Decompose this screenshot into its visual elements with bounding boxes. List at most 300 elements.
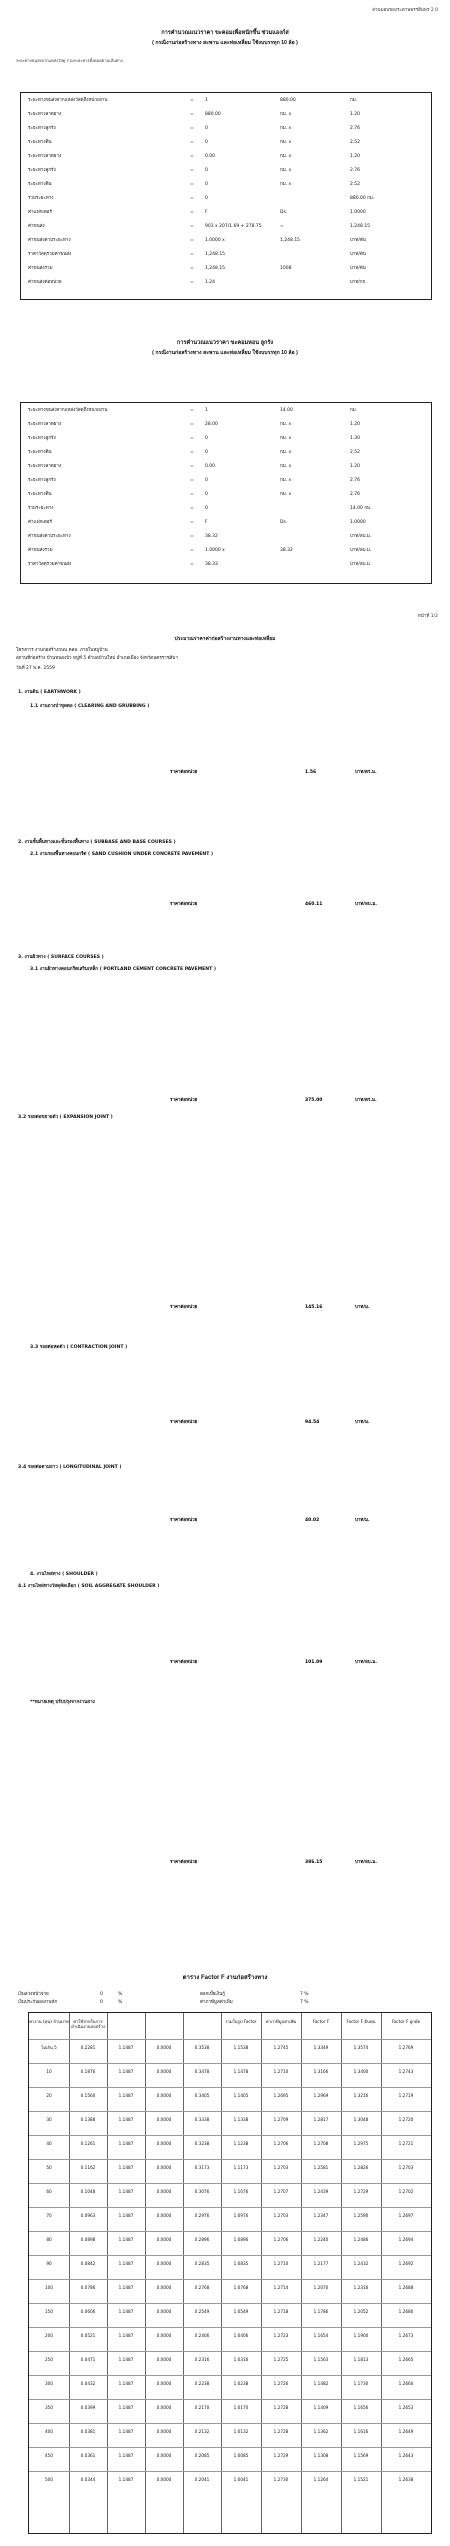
calc2-subtitle: ( กรณีงานก่อสร้างทาง สะพาน และท่อเหลี่ยม ใช้งบบรรทุก 10 ล้อ )	[152, 350, 298, 356]
calc1-cell: ค่าขนส่งรวม	[28, 266, 53, 271]
factor-cell: 1.1487	[118, 2093, 134, 2098]
calc1-cell: =	[190, 112, 194, 117]
factor-cell: 1.0549	[233, 2309, 249, 2314]
doc-section-title: 4.1 งานไหล่ทางวัสดุคัดเลือก ( SOIL AGGREGATE SHOULDER )	[18, 1584, 160, 1589]
factor-cell: 0.0000	[156, 2237, 172, 2242]
factor-cell: 1.2439	[313, 2189, 329, 2194]
factor-cell: 1.2665	[398, 2357, 414, 2362]
calc1-cell: ค่าขนส่ง	[28, 224, 45, 229]
calc1-cell: 880.00	[280, 98, 296, 103]
calc1-cell: ค่าขนส่งตามระยะทาง	[28, 238, 71, 243]
factor-row	[29, 2399, 431, 2414]
factor-cell: 1.2695	[273, 2093, 289, 2098]
factor-cell: 1.1405	[233, 2093, 249, 2098]
calc1-cell: บาท/ตัน	[350, 266, 366, 271]
doc-total-cell: 460.11	[305, 902, 323, 907]
factor-cell: 1.1487	[118, 2477, 134, 2482]
factor-cell: 1.2975	[353, 2141, 369, 2146]
factor-cell: 1.1362	[313, 2429, 329, 2434]
factor-row	[29, 2351, 431, 2366]
doc-total-cell: บาท/ลบ.ม.	[355, 1860, 377, 1865]
factor-cell: 1.1487	[118, 2117, 134, 2122]
factor-cell: 1.3048	[353, 2117, 369, 2122]
factor-row	[29, 2135, 431, 2150]
calc1-cell: 2.76	[350, 168, 361, 173]
factor-cell: 1.2697	[398, 2213, 414, 2218]
doc-total-cell: ราคาต่อหน่วย	[170, 1518, 198, 1523]
doc-section-title: 2.1 งานรองพื้นทางคอนกรีต ( SAND CUSHION UNDER CONCRETE PAVEMENT )	[30, 852, 214, 857]
factor-cell: 1.2703	[273, 2213, 289, 2218]
factor-row	[29, 2183, 431, 2198]
calc2-cell: =	[190, 422, 194, 427]
factor-cell: 1.1654	[313, 2333, 329, 2338]
factor-row	[29, 2447, 431, 2462]
factor-meta-cell: %	[118, 1992, 123, 1997]
calc2-cell: กม. x	[280, 422, 292, 427]
factor-cell: 40	[46, 2141, 52, 2146]
factor-cell: 20	[46, 2093, 52, 2098]
calc2-cell: ค่าแฟกเตอร์	[28, 520, 52, 525]
factor-cell: 1.2581	[313, 2165, 329, 2170]
calc1-cell: กม. x	[280, 154, 292, 159]
calc2-cell: Ds.	[280, 520, 288, 525]
factor-cell: 1.1308	[313, 2453, 329, 2458]
factor-cell: 1.1338	[233, 2117, 249, 2122]
calc1-cell: =	[190, 266, 194, 271]
calc2-cell: ค่าขนส่งตามระยะทาง	[28, 534, 71, 539]
factor-cell: 1.3400	[353, 2069, 369, 2074]
factor-cell: 0.0000	[156, 2165, 172, 2170]
calc2-cell: กม. x	[280, 450, 292, 455]
calc2-cell: กม.	[350, 408, 358, 413]
calc1-cell: 1.0000 x	[205, 238, 225, 243]
calc1-cell: 1.0000	[350, 210, 366, 215]
factor-cell: 0.0361	[80, 2453, 96, 2458]
calc1-cell: ระยะทางลาดยาง	[28, 154, 62, 159]
calc2-cell: 2.76	[350, 492, 361, 497]
factor-cell: 1.1487	[118, 2069, 134, 2074]
factor-cell: 150	[45, 2309, 53, 2314]
doc-total-cell: ราคาต่อหน่วย	[170, 1098, 198, 1103]
doc-location: สถานที่ก่อสร้าง บ้านหนองบัว หมู่ที่ 5 ตำบลบ้านใหม่ อำเภอเมือง จังหวัดนครราชสีมา	[16, 656, 178, 661]
factor-cell: 0.2549	[194, 2309, 210, 2314]
doc-total-cell: ราคาต่อหน่วย	[170, 1660, 198, 1665]
doc-total-cell: ราคาต่อหน่วย	[170, 1860, 198, 1865]
calc2-title: การคำนวณแนวราคา ขะคอมหอน ลูกรัง	[176, 340, 274, 346]
factor-cell: 1.2702	[398, 2189, 414, 2194]
calc2-cell: 0	[205, 506, 208, 511]
calc1-cell: 2.52	[350, 182, 361, 187]
calc2-cell: 0.00	[205, 464, 216, 469]
factor-cell: 0.0381	[80, 2429, 96, 2434]
doc-total-cell: บาท/ตร.ม.	[355, 1098, 377, 1103]
calc1-cell: =	[190, 196, 194, 201]
doc-section-title: 4. งานไหล่ทาง ( SHOULDER )	[30, 1572, 98, 1577]
factor-cell: 1.1487	[118, 2357, 134, 2362]
factor-cell: 1.2817	[313, 2117, 329, 2122]
doc-heading: ประมาณราคาค่าก่อสร้างงานทางและท่อเหลี่ยม	[174, 636, 276, 642]
calc1-subtitle: ( กรณีงานก่อสร้างทาง สะพาน และท่อเหลี่ยม ใช้งบบรรทุก 10 ล้อ )	[152, 40, 298, 46]
factor-cell: 0.2085	[194, 2453, 210, 2458]
calc2-cell: กม. x	[280, 478, 292, 483]
calc2-cell: 0	[205, 492, 208, 497]
factor-row	[29, 2375, 431, 2390]
calc2-cell: บาท/ลบ.ม.	[350, 562, 372, 567]
calc1-cell: 1.24	[205, 280, 216, 285]
factor-cell: 1.0406	[233, 2333, 249, 2338]
factor-cell: 1.1487	[118, 2333, 134, 2338]
calc1-cell: 903 x 207/1.69 + 278.75	[205, 224, 262, 229]
factor-cell: 0.3076	[194, 2189, 210, 2194]
calc1-cell: ระยะทางลาดยาง	[28, 112, 62, 117]
factor-cell: 1.1409	[313, 2405, 329, 2410]
factor-cell: 0.0000	[156, 2429, 172, 2434]
factor-cell: 1.2721	[398, 2141, 414, 2146]
calc1-cell: รวมระยะทาง	[28, 196, 54, 201]
factor-cell: 100	[45, 2285, 53, 2290]
factor-cell: 200	[45, 2333, 53, 2338]
doc-section-title: 3.3 รอยต่อหดตัว ( CONTRACTION JOINT )	[30, 1345, 128, 1350]
calc1-cell: 1,248.15	[280, 238, 301, 243]
factor-row	[29, 2111, 431, 2126]
factor-meta-cell: 7 %	[300, 2000, 309, 2005]
factor-cell: 0.1261	[80, 2141, 96, 2146]
calc2-cell: =	[190, 506, 194, 511]
calc1-cell: บาท/ตัน	[350, 252, 366, 257]
factor-cell: 1.0976	[233, 2213, 249, 2218]
calc2-cell: =	[190, 492, 194, 497]
doc-date: วันที่ 27 พ.ค. 2559	[16, 666, 55, 671]
factor-cell: 0.0344	[80, 2477, 96, 2482]
calc1-cell: =	[190, 210, 194, 215]
calc1-cell: =	[190, 154, 194, 159]
factor-cell: 0.2041	[194, 2477, 210, 2482]
calc1-cell: =	[190, 182, 194, 187]
factor-cell: 70	[46, 2213, 52, 2218]
factor-cell: 1.2729	[353, 2189, 369, 2194]
factor-cell: 0.3538	[194, 2045, 210, 2050]
factor-cell: 1.2070	[313, 2285, 329, 2290]
factor-cell: 1.2969	[313, 2093, 329, 2098]
factor-cell: 1.2643	[398, 2453, 414, 2458]
calc2-cell: =	[190, 450, 194, 455]
factor-cell: 0.0000	[156, 2213, 172, 2218]
calc2-cell: ค่าขนส่งรวม	[28, 548, 53, 553]
calc2-cell: 14.00 กม.	[350, 506, 372, 511]
factor-cell: 1.2719	[398, 2093, 414, 2098]
calc1-cell: บาท/กก.	[350, 280, 367, 285]
factor-cell: 0.1048	[80, 2189, 96, 2194]
factor-header-cell: ค่าภาษีมูลค่าเพิ่ม	[265, 2019, 297, 2024]
factor-cell: 1.1478	[233, 2069, 249, 2074]
factor-cell: 1.2706	[273, 2237, 289, 2242]
doc-total-cell: ราคาต่อหน่วย	[170, 1420, 198, 1425]
factor-cell: 1.1538	[233, 2045, 249, 2050]
doc-total-cell: 40.02	[305, 1518, 320, 1523]
factor-header-cell: Factor F ผูกมัด	[391, 2019, 421, 2024]
factor-header-cell: รวมในรูป Factor	[225, 2019, 257, 2024]
calc2-cell: ระยะทางดิน	[28, 492, 52, 497]
calc2-cell: =	[190, 408, 194, 413]
calc2-cell: 1.20	[350, 422, 361, 427]
doc-total-cell: บาท/ม.	[355, 1420, 370, 1425]
factor-cell: 0.0842	[80, 2261, 96, 2266]
calc1-cell: ราคาวัสดุรวมค่าขนส่ง	[28, 252, 72, 257]
factor-cell: 1.1482	[313, 2381, 329, 2386]
factor-cell: 1.2714	[273, 2285, 289, 2290]
factor-cell: 1.2052	[353, 2309, 369, 2314]
calc2-cell: ระยะทางลาดยาง	[28, 422, 62, 427]
calc1-cell: 1.20	[350, 154, 361, 159]
calc2-cell: 2.52	[350, 450, 361, 455]
factor-cell: 1.1487	[118, 2453, 134, 2458]
factor-cell: 1.0835	[233, 2261, 249, 2266]
factor-cell: 1.1521	[353, 2477, 369, 2482]
factor-cell: 1.2347	[313, 2213, 329, 2218]
factor-cell: 1.2680	[398, 2309, 414, 2314]
factor-cell: 0.0000	[156, 2117, 172, 2122]
doc-total-cell: 145.16	[305, 1305, 323, 1310]
calc2-cell: =	[190, 520, 194, 525]
doc-section-title: 3.2 รอยต่อขยายตัว ( EXPANSION JOINT )	[18, 1115, 113, 1120]
factor-table-header	[29, 2013, 431, 2040]
calc1-cell: ระยะทางลูกรัง	[28, 168, 56, 173]
calc1-cell: 1	[205, 98, 208, 103]
factor-cell: 0.2281	[80, 2045, 96, 2050]
factor-cell: 0.0000	[156, 2141, 172, 2146]
factor-cell: 0.2132	[194, 2429, 210, 2434]
factor-cell: 1.1076	[233, 2189, 249, 2194]
factor-cell: 1.2729	[273, 2453, 289, 2458]
calc1-title: การคำนวณแนวราคา ขะคอมเพื่อหนักขึ้น ซ่วมแองก์ส	[161, 30, 289, 36]
factor-cell: 1.1487	[118, 2429, 134, 2434]
factor-cell: 0.0000	[156, 2285, 172, 2290]
calc2-cell: 38.32	[205, 534, 218, 539]
factor-cell: 400	[45, 2429, 53, 2434]
factor-cell: 1.2694	[398, 2237, 414, 2242]
factor-header-cell: ค่างาน (ทุน) ล้านบาท	[29, 2019, 69, 2024]
factor-cell: 60	[46, 2189, 52, 2194]
factor-cell: 1.0170	[233, 2405, 249, 2410]
factor-cell: 250	[45, 2357, 53, 2362]
factor-cell: 1.2486	[353, 2237, 369, 2242]
calc2-cell: รวมระยะทาง	[28, 506, 54, 511]
factor-cell: 1.2710	[273, 2261, 289, 2266]
calc2-cell: ระยะทางลูกรัง	[28, 478, 56, 483]
factor-cell: 1.1487	[118, 2237, 134, 2242]
factor-cell: 1.1786	[313, 2309, 329, 2314]
factor-cell: 1.1656	[353, 2405, 369, 2410]
calc2-cell: 0	[205, 450, 208, 455]
doc-total-cell: ราคาต่อหน่วย	[170, 1305, 198, 1310]
factor-header-cell: ค่าใช้จ่ายในการดำเนินงานก่อสร้าง	[71, 2019, 105, 2030]
factor-cell: 1.1730	[353, 2381, 369, 2386]
calc2-cell: =	[190, 548, 194, 553]
calc2-cell: 1.0000	[350, 520, 366, 525]
factor-cell: 0.3478	[194, 2069, 210, 2074]
doc-total-cell: 94.54	[305, 1420, 320, 1425]
calc2-cell: ระยะทางดิน	[28, 450, 52, 455]
calc2-cell: 1.20	[350, 464, 361, 469]
factor-cell: 1.2826	[353, 2165, 369, 2170]
factor-cell: 0.1162	[80, 2165, 96, 2170]
calc1-cell: =	[190, 224, 194, 229]
calc1-cell: กม.	[350, 98, 358, 103]
calc1-cell: 1008	[280, 266, 292, 271]
calc1-cell: =	[280, 224, 284, 229]
calc1-cell: 1.20	[350, 112, 361, 117]
doc-total-cell: บาท/ม.	[355, 1518, 370, 1523]
factor-cell: 1.2726	[273, 2381, 289, 2386]
factor-cell: 1.0132	[233, 2429, 249, 2434]
calc1-cell: ค่าแฟกเตอร์	[28, 210, 52, 215]
top-note: ส่วนมอบของระดาษพรรดิมพร 2.0	[372, 8, 438, 13]
calc1-cell: 0	[205, 126, 208, 131]
factor-cell: 1.0316	[233, 2357, 249, 2362]
factor-cell: 1.2653	[398, 2405, 414, 2410]
calc2-cell: 1.30	[350, 436, 361, 441]
calc1-cell: =	[190, 238, 194, 243]
calc2-cell: =	[190, 436, 194, 441]
factor-row	[29, 2159, 431, 2174]
doc-total-cell: ราคาต่อหน่วย	[170, 902, 198, 907]
calc1-cell: 1,248.15	[205, 252, 226, 257]
factor-row	[29, 2231, 431, 2246]
doc-total-cell: บาท/ตร.ม.	[355, 770, 377, 775]
doc-section-title: 3.4 รอยต่อตามยาว ( LONGITUDINAL JOINT )	[18, 1465, 122, 1470]
factor-cell: 0.2406	[194, 2333, 210, 2338]
factor-cell: 1.1563	[313, 2357, 329, 2362]
calc2-cell: ราคาวัสดุรวมค่าขนส่ง	[28, 562, 72, 567]
factor-row	[29, 2303, 431, 2318]
calc1-cell: 0	[205, 196, 208, 201]
factor-row	[29, 2207, 431, 2222]
factor-cell: 1.1487	[118, 2189, 134, 2194]
factor-row	[29, 2423, 431, 2438]
factor-cell: 0.0471	[80, 2357, 96, 2362]
factor-cell: 80	[46, 2237, 52, 2242]
calc2-cell: 14.00	[280, 408, 293, 413]
factor-cell: 1.2710	[273, 2069, 289, 2074]
factor-cell: 1.2432	[353, 2261, 369, 2266]
factor-meta-cell: เงินล่วงหน้าจ่าย	[18, 1992, 49, 1997]
factor-cell: 300	[45, 2381, 53, 2386]
calc1-cell: ระยะทางดิน	[28, 140, 52, 145]
factor-cell: 1.1487	[118, 2261, 134, 2266]
factor-cell: 0.0432	[80, 2381, 96, 2386]
factor-cell: 1.1487	[118, 2141, 134, 2146]
factor-cell: 0.2170	[194, 2405, 210, 2410]
calc2-box	[20, 402, 432, 584]
calc1-cell: =	[190, 140, 194, 145]
factor-cell: 0.2238	[194, 2381, 210, 2386]
factor-cell: 1.2316	[353, 2285, 369, 2290]
factor-cell: 0.2835	[194, 2261, 210, 2266]
factor-cell: 1.2720	[398, 2117, 414, 2122]
factor-cell: 1.0041	[233, 2477, 249, 2482]
factor-cell: 0.0000	[156, 2381, 172, 2386]
factor-cell: 1.2703	[273, 2165, 289, 2170]
factor-cell: 1.2638	[398, 2477, 414, 2482]
factor-cell: 0.1876	[80, 2069, 96, 2074]
calc2-cell: ระยะทางลาดยาง	[28, 464, 62, 469]
factor-meta-cell: 0	[100, 1992, 103, 1997]
calc1-cell: กม. x	[280, 140, 292, 145]
calc2-cell: 28.00	[205, 422, 218, 427]
factor-cell: 1.2660	[398, 2381, 414, 2386]
factor-meta-cell: 7 %	[300, 1992, 309, 1997]
factor-header-cell: Factor F	[312, 2019, 330, 2024]
factor-meta-cell: เงินประกันผลงานหัก	[18, 2000, 58, 2005]
doc-section-title: 1.1 งานถางป่าขุดตอ ( CLEARING AND GRUBBING )	[30, 704, 150, 709]
factor-row	[29, 2255, 431, 2270]
factor-cell: 500	[45, 2477, 53, 2482]
factor-cell: 1.0085	[233, 2453, 249, 2458]
factor-cell: 0.2768	[194, 2285, 210, 2290]
calc2-cell: =	[190, 562, 194, 567]
factor-title: ตาราง Factor F งานก่อสร้างทาง	[182, 1975, 268, 1981]
calc1-cell: =	[190, 98, 194, 103]
factor-cell: 0.3405	[194, 2093, 210, 2098]
factor-cell: 0.0000	[156, 2045, 172, 2050]
calc2-cell: ระยะทางลูกรัง	[28, 436, 56, 441]
calc1-desc-text: ระยะทางขนส่งจากแหล่งวัสดุ รวมระยะทางทั้งหมดตามเส้นทาง	[16, 58, 123, 63]
factor-cell: 1.1238	[233, 2141, 249, 2146]
factor-cell: 1.0896	[233, 2237, 249, 2242]
factor-meta-cell: 0	[100, 2000, 103, 2005]
calc1-cell: 880.00 กม.	[350, 196, 375, 201]
calc1-desc	[16, 58, 436, 65]
calc2-cell: บาท/ลบ.ม.	[350, 534, 372, 539]
factor-meta-cell: ดอกเบี้ยเงินกู้	[200, 1992, 225, 1997]
calc1-cell: บาท/ตัน	[350, 238, 366, 243]
factor-cell: ไม่เกิน 5	[41, 2045, 57, 2050]
factor-cell: 0.0000	[156, 2261, 172, 2266]
factor-cell: 0.3173	[194, 2165, 210, 2170]
calc1-cell: Ds.	[280, 210, 288, 215]
doc-total-cell: 1.56	[305, 770, 317, 775]
doc-section-title: 3.1 งานผิวทางคอนกรีตเสริมเหล็ก ( PORTLAND CEMENT CONCRETE PAVEMENT )	[30, 967, 216, 972]
doc-section-title: 2. งานชั้นพื้นทางและชั้นรองพื้นทาง ( SUBBASE AND BASE COURSES )	[18, 840, 176, 845]
factor-cell: 1.2707	[273, 2189, 289, 2194]
factor-meta-cell: %	[118, 2000, 123, 2005]
factor-row	[29, 2039, 431, 2054]
calc2-cell: กม. x	[280, 436, 292, 441]
factor-row	[29, 2279, 431, 2294]
factor-cell: 0.0000	[156, 2189, 172, 2194]
calc1-cell: กม. x	[280, 112, 292, 117]
factor-cell: 0.0000	[156, 2093, 172, 2098]
calc1-cell: กม. x	[280, 126, 292, 131]
factor-cell: 0.0000	[156, 2309, 172, 2314]
factor-row	[29, 2087, 431, 2102]
factor-cell: 1.2725	[273, 2357, 289, 2362]
factor-cell: 1.2177	[313, 2261, 329, 2266]
calc1-cell: 0	[205, 168, 208, 173]
factor-cell: 0.1388	[80, 2117, 96, 2122]
factor-cell: 1.2688	[398, 2285, 414, 2290]
factor-cell: 1.1616	[353, 2429, 369, 2434]
calc1-cell: =	[190, 252, 194, 257]
factor-cell: 1.2708	[313, 2141, 329, 2146]
factor-cell: 90	[46, 2261, 52, 2266]
factor-cell: 1.1569	[353, 2453, 369, 2458]
factor-cell: 0.0786	[80, 2285, 96, 2290]
calc1-cell: ระยะทางขนส่งจากแหล่งวัสดุถึงหน่วยงาน	[28, 98, 108, 103]
calc1-cell: =	[190, 126, 194, 131]
factor-cell: 0.0000	[156, 2453, 172, 2458]
calc1-cell: 880.00	[205, 112, 221, 117]
